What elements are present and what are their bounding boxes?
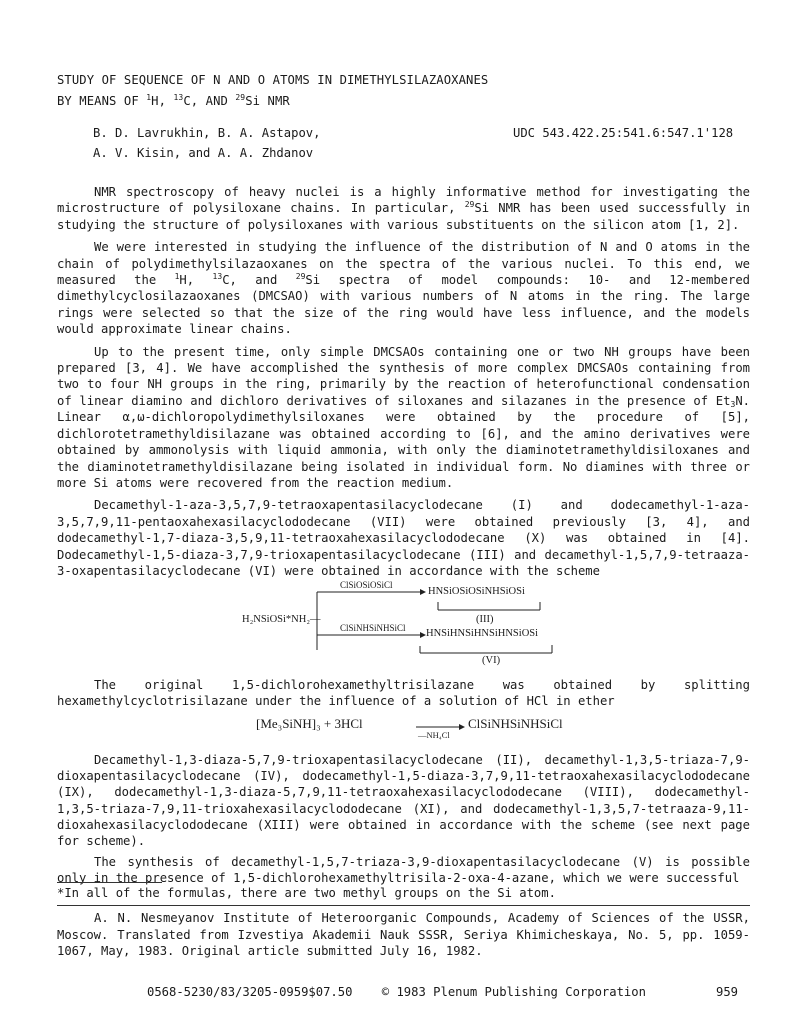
scheme-product-bottom: HNSiHNSiHNSiHNSiOSi xyxy=(426,628,539,639)
footer-code: 0568-5230/83/3205-0959$07.50 xyxy=(147,985,353,999)
title-sup-h: 1 xyxy=(146,93,152,102)
article-title xyxy=(57,70,488,112)
paragraph-4: Decamethyl-1-aza-3,5,7,9-tetraoxapentasilacyclodecane (I) and dodecamethyl-1-aza-3,5,7,9,11-pentaoxahexasilacyclododecane (VII) were obtained previously [3, 4], and dodecamethyl-1,7-diaza-3,5,9,11-tetraoxahexasilacyclododecane (X) was obtained in [4]. Dodecamethyl-1,5-diaza-3,7,9-trioxapentasilacyclodecane (III) and decamethyl-1,5,7,9-tetraaza-3-oxapentasilacyclodecane (VI) were obtained in accordance with the scheme xyxy=(57,498,750,578)
authors-line-2: A. V. Kisin, and A. A. Zhdanov xyxy=(93,146,314,160)
p3-text-b: N. Linear α,ω-dichloropolydimethylsiloxanes were obtained by the procedure of [5], dichlorotetramethyldisilazane was obtained according to [6], and the amino derivatives were obtained by ammonolysis with liquid ammonia, with only the diaminotetramethyldisiloxanes and the diaminotetramethyldisilazane being isolated in individual form. No diamines with three or more Si atoms were recovered from the reaction medium. xyxy=(57,393,750,490)
affiliation-divider xyxy=(57,905,750,906)
paragraph-7: The synthesis of decamethyl-1,5,7-triaza-3,9-dioxapentasilacyclodecane (V) is possible only in the presence of 1,5-dichlorohexamethyltrisila-2-oxa-4-azane, which we were successful xyxy=(57,855,750,886)
paragraph-3 xyxy=(57,344,750,492)
p2-sup-3: 29 xyxy=(295,272,306,282)
footnote: *In all of the formulas, there are two methyl groups on the Si atom. xyxy=(57,886,556,900)
paragraph-6: Decamethyl-1,3-diaza-5,7,9-trioxapentasilacyclodecane (II), decamethyl-1,3,5-triaza-7,9-dioxapentasilacyclodecane (IV), dodecamethyl-1,5-diaza-3,7,9,11-tetraoxahexasilacyclododecane (IX), dodecamethyl-1,3-diaza-5,7,9,11-tetraoxahexasilacyclododecane (VIII), dodecamethyl-1,3,5-triaza-7,9,11-trioxahexasilacyclododecane (XI), and dodecamethyl-1,3,5,7-tetraaza-9,11-dioxahexasilacyclododecane (XIII) were obtained in accordance with the scheme (see next page for scheme). xyxy=(57,753,750,849)
paragraph-1 xyxy=(57,184,750,233)
scheme-product-top: HNSiOSiOSiNHSiOSi xyxy=(428,586,525,597)
p2-text-d: Si spectra of model compounds: 10- and 12-membered dimethylcyclosilazaoxanes (DMCSAO) with various numbers of N atoms in the ring. The large rings were selected so that the size of the ring would have less influence, and the models would approximate linear chains. xyxy=(57,273,751,337)
paragraph-5: The original 1,5-dichlorohexamethyltrisilazane was obtained by splitting hexamethylcyclotrisilazane under the influence of a solution of HCl in ether xyxy=(57,678,750,709)
title-h: H, xyxy=(151,94,174,108)
article-body-3 xyxy=(57,752,750,892)
equation-condition: —NH₄Cl xyxy=(418,730,450,740)
p2-sup-1: 1 xyxy=(174,272,180,282)
udc-code: UDC 543.422.25:541.6:547.1'128 xyxy=(513,126,734,140)
title-line-1: STUDY OF SEQUENCE OF N AND O ATOMS IN DIMETHYLSILAZAOXANES xyxy=(57,73,489,87)
p1-text-a: NMR spectroscopy of heavy nuclei is a highly informative method for investigating the microstructure of polysiloxane chains. In particular, xyxy=(57,185,750,216)
authors-line-1: B. D. Lavrukhin, B. A. Astapov, xyxy=(93,126,321,140)
scheme-label-bottom: (VI) xyxy=(482,655,501,666)
title-si: Si NMR xyxy=(245,94,290,108)
p1-sup: 29 xyxy=(464,200,475,210)
scheme-label-top: (III) xyxy=(476,614,494,625)
footer-publisher: © 1983 Plenum Publishing Corporation xyxy=(381,985,646,999)
footnote-divider xyxy=(57,882,162,883)
equation-left: [Me₃SiNH]₃ + 3HCl xyxy=(256,716,363,731)
affiliation-note: A. N. Nesmeyanov Institute of Heteroorganic Compounds, Academy of Sciences of the USSR, Moscow. Translated from Izvestiya Akademii Nauk SSSR, Seriya Khimicheskaya, No. 5, pp. 1059-1067, May, 1983. Original article submitted July 16, 1982. xyxy=(57,911,750,958)
title-prefix: BY MEANS OF xyxy=(57,94,147,108)
p2-sup-2: 13 xyxy=(212,272,223,282)
p3-sub: 3 xyxy=(730,399,736,409)
article-body-2 xyxy=(57,677,750,716)
p1-text-b: Si NMR has been used successfully in studying the structure of polysiloxanes with various substituents on the silicon atom [1, 2]. xyxy=(57,201,750,232)
reaction-scheme xyxy=(240,580,580,668)
footer-copyright xyxy=(147,985,668,999)
p3-text-a: Up to the present time, only simple DMCSAOs containing one or two NH groups have been prepared [3, 4]. We have accomplished the synthesis of more complex DMCSAOs containing from two to four NH groups in the ring, primarily by the reaction of heterofunctional condensation of linear diamino and dichloro derivatives of siloxanes and silazanes in the presence of Et xyxy=(57,344,750,408)
p2-text-c: C, and xyxy=(222,273,296,288)
p2-text-a: We were interested in studying the influence of the distribution of N and O atoms in the chain of polydimethylsilazaoxanes on the spectra of the various nuclei. To this end, we measured the xyxy=(57,240,750,288)
article-body xyxy=(57,184,750,585)
equation-right: ClSiNHSiNHSiCl xyxy=(468,716,563,731)
author-list xyxy=(93,123,320,163)
paragraph-2 xyxy=(57,239,750,337)
scheme-reagent-bottom: ClSiNHSiNHSiCl xyxy=(340,623,406,633)
scheme-reagent-top: ClSiOSiOSiCl xyxy=(340,580,393,590)
title-c: C, AND xyxy=(183,94,236,108)
page-number: 959 xyxy=(716,985,739,999)
scheme-reactant: H₂NSiOSi*NH₂— xyxy=(242,614,321,625)
title-sup-si: 29 xyxy=(235,93,246,102)
title-line-2 xyxy=(57,91,488,112)
p2-text-b: H, xyxy=(179,273,213,288)
title-sup-c: 13 xyxy=(173,93,184,102)
